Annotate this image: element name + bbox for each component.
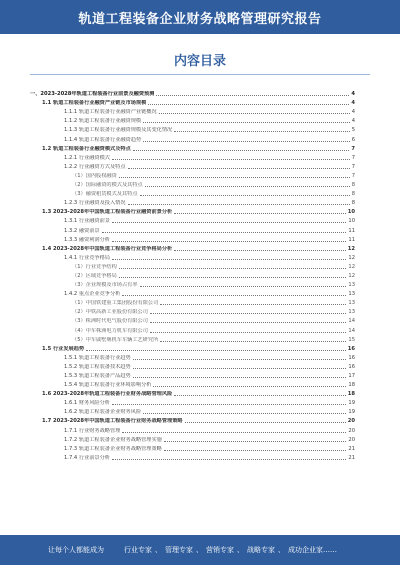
toc-entry-page: 19 xyxy=(348,409,355,416)
footer-role: 战略专家 xyxy=(247,546,275,554)
toc-entry-page: 20 xyxy=(347,418,355,425)
toc-leader-dots xyxy=(133,359,347,360)
toc-leader-dots xyxy=(112,159,350,160)
toc-entry[interactable] xyxy=(30,206,355,215)
toc-entry-page: 21 xyxy=(348,445,355,452)
toc-entry-label: 1.2 轨道工程装备行业融资模式及特点 xyxy=(42,145,131,152)
toc-entry[interactable] xyxy=(30,161,355,170)
toc-entry[interactable] xyxy=(30,415,355,424)
toc-entry-page: 13 xyxy=(348,309,355,316)
toc-entry-label: 1.6.2 轨道工程装备企业财务风险 xyxy=(64,409,142,416)
toc-entry-label: 1.1.3 轨道工程装备行业融资规模及其变化情况 xyxy=(64,127,173,134)
toc-leader-dots xyxy=(112,241,346,242)
toc-entry-label: 1.3.2 融资前景 xyxy=(64,227,100,234)
toc-entry[interactable] xyxy=(30,224,355,233)
toc-entry-page: 14 xyxy=(348,327,355,334)
toc-entry[interactable] xyxy=(30,243,355,252)
toc-entry[interactable] xyxy=(30,215,355,224)
toc-entry-label: 1.5.4 轨道工程装备行业环境影响分析 xyxy=(64,382,152,389)
toc-entry-page: 4 xyxy=(351,91,355,98)
toc-list xyxy=(30,88,355,461)
toc-entry-page: 20 xyxy=(348,427,355,434)
toc-leader-dots xyxy=(128,168,350,169)
toc-leader-dots xyxy=(143,122,350,123)
toc-entry-label: 1.7.1 行业财务战略管理 xyxy=(64,427,121,434)
toc-entry-label: 1.4 2023-2028年中国轨道工程装备行业竞争格局分析 xyxy=(42,245,173,252)
toc-entry-page: 16 xyxy=(348,354,355,361)
toc-entry-page: 10 xyxy=(348,218,355,225)
toc-leader-dots xyxy=(119,268,347,269)
toc-entry-label: 1.5.1 轨道工程装备行业趋势 xyxy=(64,354,131,361)
toc-leader-dots xyxy=(122,295,346,296)
toc-leader-dots xyxy=(140,195,350,196)
toc-entry-page: 12 xyxy=(348,272,355,279)
toc-entry-page: 4 xyxy=(351,118,355,125)
toc-entry[interactable] xyxy=(30,370,355,379)
toc-entry[interactable] xyxy=(30,170,355,179)
toc-entry[interactable] xyxy=(30,452,355,461)
toc-entry[interactable] xyxy=(30,188,355,197)
toc-entry-page: 14 xyxy=(348,318,355,325)
toc-entry[interactable] xyxy=(30,270,355,279)
toc-entry-label: （2）中铁高新工业股份有限公司 xyxy=(72,309,148,316)
toc-entry-page: 12 xyxy=(348,263,355,270)
toc-entry[interactable] xyxy=(30,306,355,315)
toc-entry-page: 16 xyxy=(347,345,355,352)
toc-leader-dots xyxy=(150,332,346,333)
toc-entry-label: （1）国内股权融资 xyxy=(72,172,117,179)
toc-leader-dots xyxy=(164,441,347,442)
toc-entry-label: 1.7.4 行业前景分析 xyxy=(64,454,110,461)
toc-entry-label: 1.7 2023-2028年中国轨道工程装备行业财务战略管理策略 xyxy=(42,418,183,425)
toc-leader-dots xyxy=(148,104,349,105)
toc-entry-page: 16 xyxy=(348,363,355,370)
toc-entry-page: 10 xyxy=(347,209,355,216)
toc-leader-dots xyxy=(174,213,346,214)
toc-entry-label: （2）国际融资的模式及其特点 xyxy=(72,182,143,189)
toc-entry-page: 7 xyxy=(351,154,355,161)
toc-leader-dots xyxy=(174,250,346,251)
toc-entry[interactable] xyxy=(30,388,355,397)
toc-entry-label: 1.7.2 轨道工程装备企业财务战略管理实施 xyxy=(64,436,162,443)
toc-entry[interactable] xyxy=(30,115,355,124)
toc-leader-dots xyxy=(112,259,346,260)
toc-entry-label: （3）企业规模及市场占有率 xyxy=(72,282,138,289)
toc-leader-dots xyxy=(133,368,347,369)
toc-entry-page: 8 xyxy=(351,200,355,207)
toc-entry[interactable] xyxy=(30,397,355,406)
footer-lead: 让每个人都能成为 xyxy=(48,546,104,554)
toc-entry-label: （3）融资租赁模式及其特点 xyxy=(72,191,138,198)
toc-entry-label: 1.5.2 轨道工程装备技术趋势 xyxy=(64,363,131,370)
toc-leader-dots xyxy=(143,141,350,142)
toc-leader-dots xyxy=(145,186,350,187)
footer-banner: 让每个人都能成为 行业专家 、 管理专家 、 营销专家 、 战略专家 、 成功企业家…… xyxy=(0,535,400,565)
toc-leader-dots xyxy=(160,304,346,305)
toc-entry[interactable] xyxy=(30,297,355,306)
toc-entry-page: 7 xyxy=(351,163,355,170)
toc-leader-dots xyxy=(119,277,347,278)
toc-leader-dots xyxy=(159,113,350,114)
toc-entry-label: （1）行业竞争结构 xyxy=(72,263,117,270)
toc-entry[interactable] xyxy=(30,88,355,97)
toc-entry-page: 8 xyxy=(351,182,355,189)
toc-entry-page: 7 xyxy=(351,172,355,179)
toc-entry-label: 1.3.3 融资利润分析 xyxy=(64,236,110,243)
toc-entry[interactable] xyxy=(30,234,355,243)
toc-entry[interactable] xyxy=(30,443,355,452)
toc-leader-dots xyxy=(156,95,349,96)
toc-entry-label: 1.2.1 行业融资模式 xyxy=(64,154,110,161)
toc-leader-dots xyxy=(174,395,346,396)
toc-entry-page: 11 xyxy=(348,227,355,234)
toc-entry[interactable] xyxy=(30,434,355,443)
toc-divider xyxy=(30,74,370,75)
toc-leader-dots xyxy=(150,322,346,323)
toc-entry[interactable] xyxy=(30,152,355,161)
toc-entry-label: 1.4.2 重点企业竞争分析 xyxy=(64,291,121,298)
toc-entry[interactable] xyxy=(30,352,355,361)
toc-entry-label: （2）区域竞争格局 xyxy=(72,272,117,279)
toc-entry-page: 13 xyxy=(348,300,355,307)
toc-entry-page: 7 xyxy=(351,145,355,152)
toc-leader-dots xyxy=(143,413,346,414)
toc-entry[interactable] xyxy=(30,106,355,115)
toc-leader-dots xyxy=(102,232,347,233)
footer-role: 管理专家 xyxy=(165,546,193,554)
toc-entry-page: 8 xyxy=(351,191,355,198)
toc-entry-page: 17 xyxy=(348,373,355,379)
toc-entry-label: 1.7.3 轨道工程装备企业财务战略管理策略 xyxy=(64,445,162,452)
toc-entry[interactable] xyxy=(30,361,355,370)
footer-role: 成功企业家…… xyxy=(288,546,337,554)
footer-role: 营销专家 xyxy=(206,546,234,554)
toc-leader-dots xyxy=(112,404,346,405)
toc-leader-dots xyxy=(160,341,346,342)
toc-entry-page: 20 xyxy=(348,436,355,443)
toc-leader-dots xyxy=(150,313,346,314)
toc-entry[interactable] xyxy=(30,197,355,206)
toc-entry-page: 12 xyxy=(347,245,355,252)
toc-entry-page: 18 xyxy=(347,391,355,398)
toc-entry-label: 1.4.1 行业竞争格局 xyxy=(64,254,110,261)
toc-entry-page: 21 xyxy=(348,454,355,461)
toc-entry[interactable] xyxy=(30,133,355,142)
toc-entry-page: 4 xyxy=(351,109,355,116)
toc-entry-page: 15 xyxy=(348,336,355,343)
toc-entry-page: 11 xyxy=(348,236,355,243)
toc-entry-label: 1.3.1 行业融资前景 xyxy=(64,218,110,225)
toc-entry[interactable] xyxy=(30,179,355,188)
toc-leader-dots xyxy=(112,459,346,460)
toc-entry[interactable] xyxy=(30,97,355,106)
toc-leader-dots xyxy=(185,422,346,423)
toc-entry[interactable] xyxy=(30,324,355,333)
toc-entry[interactable] xyxy=(30,334,355,343)
toc-entry[interactable] xyxy=(30,279,355,288)
toc-entry-label: 一、2023-2028年轨道工程装备行业前景及融资预测 xyxy=(30,91,155,98)
toc-title: 内容目录 xyxy=(173,54,226,69)
toc-entry[interactable] xyxy=(30,406,355,415)
toc-entry[interactable] xyxy=(30,315,355,324)
report-header xyxy=(0,0,400,34)
toc-entry[interactable] xyxy=(30,379,355,388)
toc-entry-label: 1.5.3 轨道工程装备产品趋势 xyxy=(64,373,131,379)
toc-entry-label: 1.1.4 轨道工程装备行业融资趋势 xyxy=(64,136,142,143)
toc-entry[interactable] xyxy=(30,124,355,133)
toc-entry[interactable] xyxy=(30,261,355,270)
toc-entry-page: 13 xyxy=(348,291,355,298)
toc-entry-label: （3）株洲时代电气股份有限公司 xyxy=(72,318,148,325)
toc-leader-dots xyxy=(174,131,349,132)
toc-leader-dots xyxy=(133,377,347,378)
toc-entry-label: 1.6 2023-2028年轨道工程装备行业财务战略管理风险 xyxy=(42,391,173,398)
toc-entry[interactable] xyxy=(30,143,355,152)
toc-leader-dots xyxy=(86,350,346,351)
toc-entry[interactable] xyxy=(30,288,355,297)
toc-entry-label: （5）中车戚墅堰机车车辆工艺研究所 xyxy=(72,336,159,343)
toc-entry-label: 1.2.2 行业融资方式及特点 xyxy=(64,163,126,170)
toc-leader-dots xyxy=(153,386,346,387)
toc-entry-page: 13 xyxy=(348,282,355,289)
toc-leader-dots xyxy=(164,450,347,451)
toc-entry-label: 1.1.1 轨道工程装备行业融资产业链概况 xyxy=(64,109,157,116)
toc-entry-page: 12 xyxy=(348,254,355,261)
toc-entry-page: 18 xyxy=(348,382,355,389)
toc-entry[interactable] xyxy=(30,424,355,433)
footer-role: 行业专家 xyxy=(124,546,152,554)
toc-entry[interactable] xyxy=(30,343,355,352)
toc-entry-label: 1.6.1 财务风险分析 xyxy=(64,400,110,407)
toc-leader-dots xyxy=(122,432,346,433)
toc-entry-label: （4）中车株洲电力机车有限公司 xyxy=(72,327,148,334)
toc-entry-label: （1）中国铁建重工集团股份有限公司 xyxy=(72,300,159,307)
toc-entry-label: 1.5 行业发展趋势 xyxy=(42,345,85,352)
toc-entry-page: 19 xyxy=(348,400,355,407)
toc-leader-dots xyxy=(140,286,347,287)
toc-entry-label: 1.1.2 轨道工程装备行业融资规模 xyxy=(64,118,142,125)
toc-entry-label: 1.2.3 行业融资及投入情况 xyxy=(64,200,126,207)
toc-entry-page: 6 xyxy=(351,136,355,143)
toc-entry[interactable] xyxy=(30,252,355,261)
toc-leader-dots xyxy=(119,177,350,178)
toc-entry-label: 1.3 2023-2028年中国轨道工程装备行业融资前景分析 xyxy=(42,209,173,216)
toc-entry-page: 4 xyxy=(351,100,355,107)
toc-entry-page: 5 xyxy=(351,127,355,134)
toc-leader-dots xyxy=(133,150,350,151)
toc-entry-label: 1.1 轨道工程装备行业融资产业链及市场规模 xyxy=(42,100,147,107)
toc-leader-dots xyxy=(128,204,350,205)
toc-leader-dots xyxy=(112,222,346,223)
report-title: 轨道工程装备企业财务战略管理研究报告 xyxy=(78,11,322,27)
